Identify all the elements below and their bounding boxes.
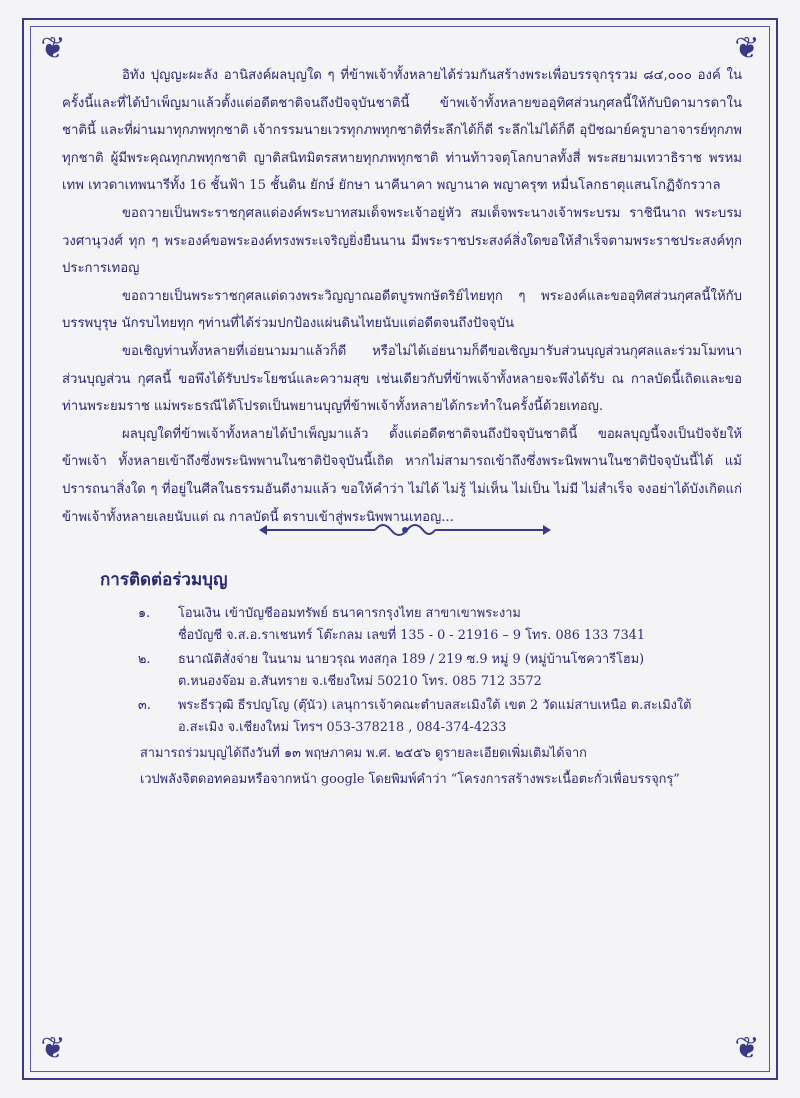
contact-line: ธนาณัติสั่งจ่าย ในนาม นายวรุณ ทงสกุล 189 / 219 ซ.9 หมู่ 9 (หมู่บ้านโชควารีโฮม) bbox=[178, 652, 645, 667]
contact-list bbox=[100, 603, 710, 739]
contact-line: ต.หนองจ๊อม อ.สันทราย จ.เชียงใหม่ 50210 โทร. 085 712 3572 bbox=[178, 674, 542, 689]
item-number: ๓. bbox=[138, 698, 151, 713]
paragraph-royal-merit: ขอถวายเป็นพระราชกุศลแด่องค์พระบาทสมเด็จพระเจ้าอยู่หัว สมเด็จพระนางเจ้าพระบรม ราชินีนาถ พระบรมวงศานุวงศ์ ทุก ๆ พระองค์ขอพระองค์ทรงพระเจริญยิ่งยืนนาน มีพระราชประสงค์สิ่งใดขอให้สำเร็จตามพระราชประสงค์ทุกประการเทอญ bbox=[62, 205, 742, 277]
contact-line: โอนเงิน เข้าบัญชีออมทรัพย์ ธนาคารกรุงไทย สาขาเขาพระงาม bbox=[178, 606, 521, 621]
contact-line: พระธีรวุฒิ ธีรปญโญ (ตุ๊นัว) เลนุการเจ้าคณะตำบลสะเมิงใต้ เขต 2 วัดแม่สาบเหนือ ต.สะเมิงใต้ bbox=[178, 698, 692, 713]
corner-ornament-icon: ❦ bbox=[734, 31, 760, 66]
corner-ornament-icon: ❦ bbox=[734, 1031, 760, 1066]
paragraph-aspiration: ผลบุญใดที่ข้าพเจ้าทั้งหลายได้บำเพ็ญมาแล้ว ตั้งแต่อดีตชาติจนถึงปัจจุบันชาตินี้ ขอผลบุญนี้จงเป็นปัจจัยให้ข้าพเจ้า ทั้งหลายเข้าถึงซึ่งพระนิพพานในชาติปัจจุบันนี้เถิด หากไม่สามารถเข้าถึงซึ่งพระนิพพานในชาติปัจจุบันนี้ได้ แม้ปรารถนาสิ่งใด ๆ ที่อยู่ในศีลในธรรมอันดีงามแล้ว ขอให้คำว่า ไม่ได้ ไม่รู้ ไม่เห็น ไม่เป็น ไม่มี ไม่สำเร็จ จงอย่าได้บังเกิดแก่ข้าพเจ้าทั้งหลายเลยนับแต่ ณ กาลบัดนี้ ตราบเข้าสู่พระนิพพานเทอญ... bbox=[62, 426, 742, 525]
item-number: ๑. bbox=[138, 606, 151, 621]
contact-item-bank bbox=[100, 603, 710, 647]
corner-ornament-icon: ❦ bbox=[40, 31, 66, 66]
corner-ornament-icon: ❦ bbox=[40, 1031, 66, 1066]
paragraph-invitation: ขอเชิญท่านทั้งหลายที่เอ่ยนามมาแล้วก็ดี หรือไม่ได้เอ่ยนามก็ดีขอเชิญมารับส่วนบุญส่วนกุศลและร่วมโมทนาส่วนบุญส่วน กุศลนี้ ขอพึงได้รับประโยชน์และความสุข เช่นเดียวกับที่ข้าพเจ้าทั้งหลายจะพึงได้รับ ณ กาลบัดนี้เถิดและขอท่านพระยมราช แม่พระธรณีได้โปรดเป็นพยานบุญที่ข้าพเจ้าทั้งหลายได้กระทำในครั้งนี้ด้วยเทอญ. bbox=[62, 343, 742, 415]
deadline-note: สามารถร่วมบุญได้ถึงวันที่ ๑๓ พฤษภาคม พ.ศ. ๒๕๕๖ ดูรายละเอียดเพิ่มเติมได้จาก bbox=[140, 746, 587, 761]
item-number: ๒. bbox=[138, 652, 151, 667]
contact-section bbox=[100, 566, 710, 791]
contact-line: ชื่อบัญชี จ.ส.อ.ราเชนทร์ โต๊ะกลม เลขที่ 135 - 0 - 21916 – 9 โทร. 086 133 7341 bbox=[178, 628, 646, 643]
website-note: เวปพลังจิตดอทคอมหรือจากหน้า google โดยพิมพ์คำว่า “โครงการสร้างพระเนื้อตะกั่วเพื่อบรรจุกรุ” bbox=[140, 772, 680, 787]
contact-item-money-order bbox=[100, 649, 710, 693]
ornamental-divider-icon bbox=[255, 518, 555, 542]
contact-title: การติดต่อร่วมบุญ bbox=[100, 570, 228, 590]
dedication-body bbox=[62, 62, 742, 531]
contact-line: อ.สะเมิง จ.เชียงใหม่ โทรฯ 053-378218 , 084-374-4233 bbox=[178, 720, 507, 735]
paragraph-ancestors: ขอถวายเป็นพระราชกุศลแด่ดวงพระวิญญาณอดีตบูรพกษัตริย์ไทยทุก ๆ พระองค์และขออุทิศส่วนกุศลนี้ให้กับบรรพบุรุษ นักรบไทยทุก ๆท่านที่ได้ร่วมปกป้องแผ่นดินไทยนับแต่อดีตจนถึงปัจจุบัน bbox=[62, 288, 742, 332]
paragraph-dedication: อิทัง ปุญญะผะลัง อานิสงค์ผลบุญใด ๆ ที่ข้าพเจ้าทั้งหลายได้ร่วมกันสร้างพระเพื่อบรรจุกรุรวม ๘๔,๐๐๐ องค์ ในครั้งนี้และที่ได้บำเพ็ญมาแล้วตั้งแต่อดีตชาติจนถึงปัจจุบันชาตินี้ ข้าพเจ้าทั้งหลายขออุทิศส่วนกุศลนี้ให้กับบิดามารดาใน ชาตินี้ และที่ผ่านมาทุกภพทุกชาติ เจ้ากรรมนายเวรทุกภพทุกชาติที่ระลึกได้ก็ดี ระลึกไม่ได้ก็ดี อุปัชฌาย์ครูบาอาจารย์ทุกภพ ทุกชาติ ผู้มีพระคุณทุกภพทุกชาติ ญาติสนิทมิตรสหายทุกภพทุกชาติ ท่านท้าวจตุโลกบาลทั้งสี่ พระสยามเทวาธิราช พรหมเทพ เทวดาเทพนารีทั้ง 16 ชั้นฟ้า 15 ชั้นดิน ยักษ์ ยักษา นาคีนาคา พญานาค พญาครุฑ หมื่นโลกธาตุแสนโกฏิจักรวาล bbox=[62, 68, 742, 194]
contact-item-monk bbox=[100, 695, 710, 739]
